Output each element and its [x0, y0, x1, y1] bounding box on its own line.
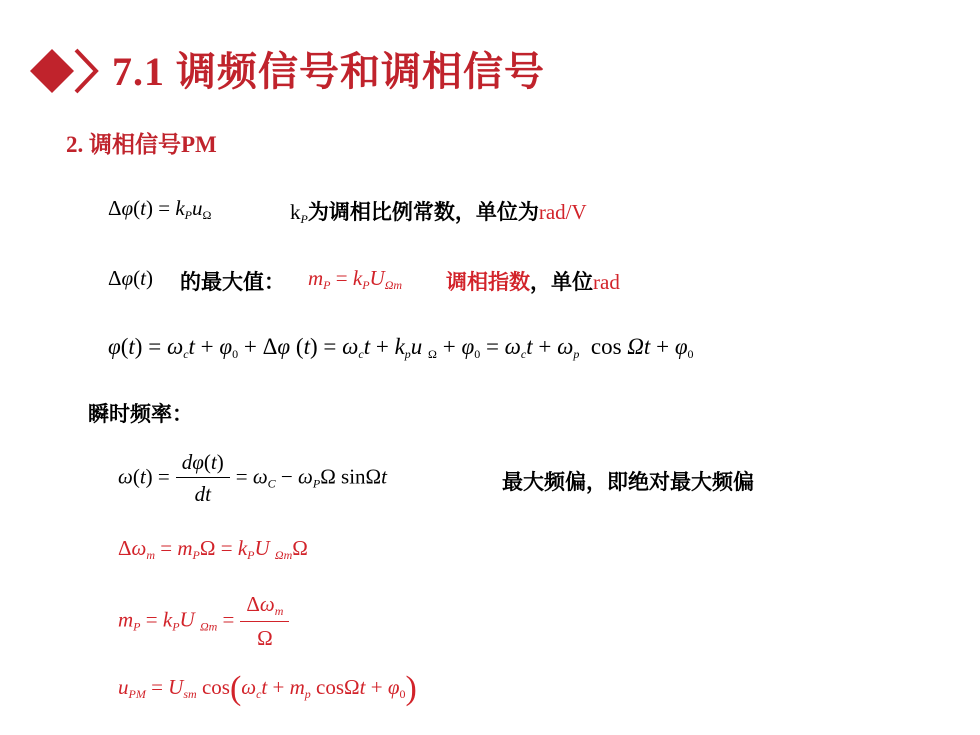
formula-index-ratio: $m_P = k_PU$ $_{\Omega m}$ = $\frac{\Delta\omega_m}{\Omega}$	[118, 592, 295, 651]
instant-frequency-label: 瞬时频率：	[88, 402, 193, 426]
page-title: 7.1 调频信号和调相信号	[112, 49, 545, 94]
formula-phase-deviation: $\Delta\varphi(t) = k_Pu_\Omega$	[108, 196, 212, 222]
formula-total-phase: $\varphi(t) = \omega_ct + \varphi_0 + \Delta\varphi$ $(t) = \omega_ct + k_pu$ $_\Omega + \varphi_0 = \omega_ct + \omega_p$ $\cos \Omega t + \varphi_0$	[108, 334, 694, 361]
formula-max-frequency-deviation: $\Delta\omega_m = m_P\Omega = k_PU$ $_{\Omega m}$Ω	[118, 536, 308, 562]
modulation-index-note: 调相指数，单位rad	[446, 270, 620, 294]
section-heading: 2. 调相信号PM	[66, 132, 217, 157]
formula-instant-frequency: ω(t) = $\frac{d\varphi(t)}{dt}$ = $\omega_C - \omega_P\Omega$ sinΩt	[118, 450, 388, 506]
max-value-label: 的最大值：	[180, 270, 285, 294]
title-diamond-icon	[30, 47, 108, 100]
kp-description: $k_P$为调相比例常数，单位为rad/V	[290, 200, 587, 226]
formula-modulation-index: $m_P = k_PU_{\Omega m}$	[308, 266, 403, 292]
max-deviation-note: 最大频偏，即绝对最大频偏	[502, 470, 754, 494]
formula-pm-signal: $u_{PM} = U_{sm}$ $\cos(\omega_ct + m_p$ $\cos\Omega t + \varphi_0$)	[118, 670, 417, 707]
formula-phase-max: Δφ(t)	[108, 266, 153, 290]
